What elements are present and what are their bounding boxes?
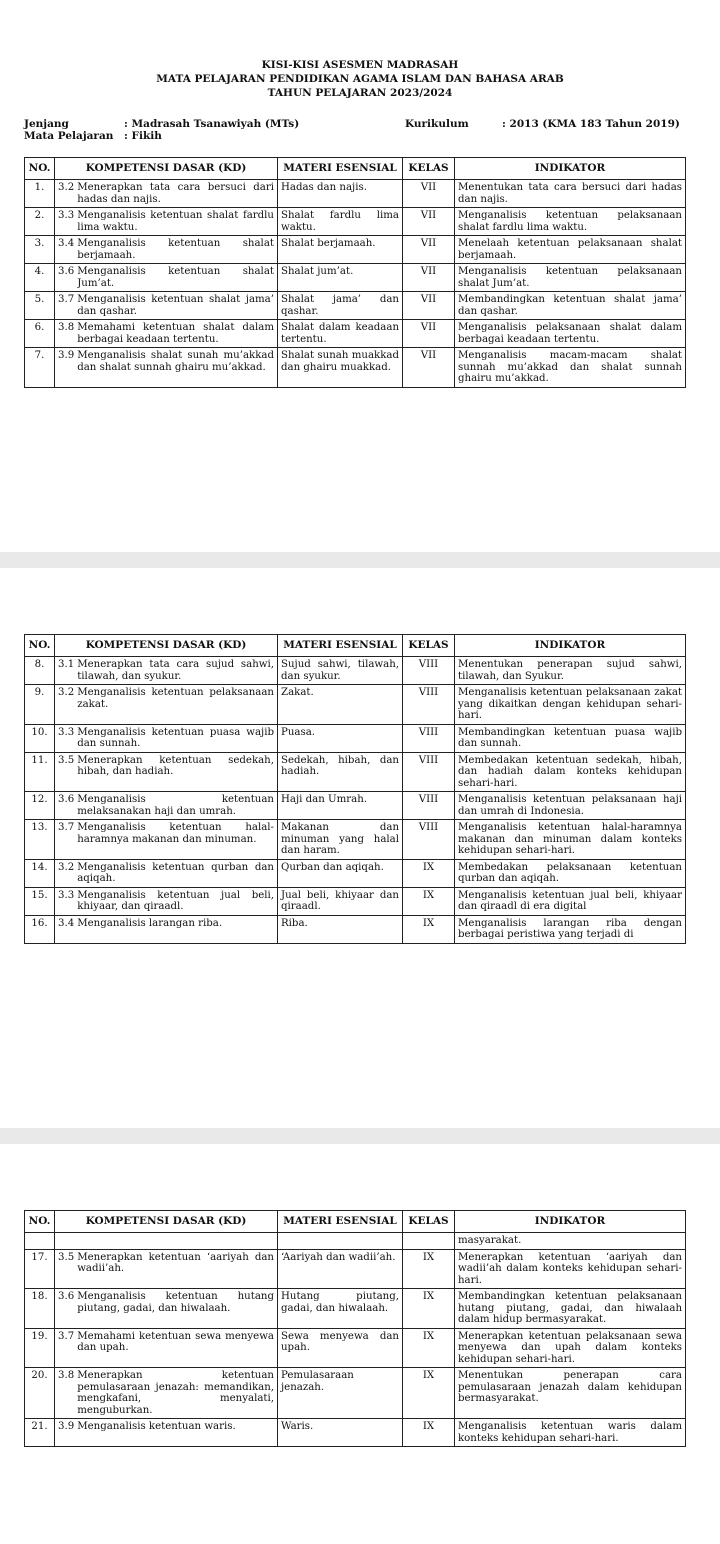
kd-number: 3.7 — [58, 294, 75, 305]
cell-kelas: IX — [403, 859, 455, 887]
cell-no: 5. — [25, 292, 55, 320]
cell-materi: Shalat fardlu lima waktu. — [278, 208, 403, 236]
cell-kd — [55, 820, 278, 860]
cell-kd — [55, 320, 278, 348]
cell-indikator: Menganalisis macam-macam shalat sunnah mu’akkad dan shalat sunnah ghairu mu’akkad. — [455, 348, 686, 388]
cell-indikator: Menganalisis larangan riba dengan berbagai peristiwa yang terjadi di — [455, 915, 686, 943]
cell-kd — [55, 657, 278, 685]
cell-indikator: Menganalisis ketentuan jual beli, khiyaar dan qiraadl di era digital — [455, 887, 686, 915]
header-no: NO. — [25, 158, 55, 180]
cell-indikator: Menerapkan ketentuan ‘aariyah dan wadii’ah dalam konteks kehidupan sehari-hari. — [455, 1249, 686, 1289]
kd-number: 3.3 — [58, 210, 75, 221]
cell-materi: Shalat jama’ dan qashar. — [278, 292, 403, 320]
table-row — [25, 348, 686, 388]
cell-kelas: VII — [403, 292, 455, 320]
cell-kd — [55, 264, 278, 292]
table-row — [25, 657, 686, 685]
document-header — [0, 58, 720, 100]
kisi-table-part-3 — [24, 1210, 686, 1447]
table-row — [25, 887, 686, 915]
kd-number: 3.7 — [58, 822, 75, 833]
kd-text: Menganalisis ketentuan jual beli, khiyaar, dan qiraadl. — [77, 889, 274, 912]
cell-kd — [55, 292, 278, 320]
mapel-value: : Fikih — [124, 130, 162, 142]
cell-indikator: Membedakan pelaksanaan ketentuan qurban dan aqiqah. — [455, 859, 686, 887]
cell-materi: Makanan dan minuman yang halal dan haram. — [278, 820, 403, 860]
cell-indikator: Menganalisis ketentuan pelaksanaan haji dan umrah di Indonesia. — [455, 792, 686, 820]
cell-kd — [55, 792, 278, 820]
cell-no: 10. — [25, 724, 55, 752]
cell-materi: Haji dan Umrah. — [278, 792, 403, 820]
table-row — [25, 820, 686, 860]
cell-kelas: VIII — [403, 792, 455, 820]
kd-number: 3.7 — [58, 1330, 75, 1342]
table-row — [25, 724, 686, 752]
cell-indikator: Membandingkan ketentuan puasa wajib dan sunnah. — [455, 724, 686, 752]
table-row — [25, 236, 686, 264]
kd-number: 3.6 — [58, 794, 75, 805]
cell-indikator: Menganalisis pelaksanaan shalat dalam berbagai keadaan tertentu. — [455, 320, 686, 348]
document-page-3 — [0, 1144, 720, 1544]
cell-no: 9. — [25, 685, 55, 725]
cell-kd — [55, 685, 278, 725]
cell-kd — [55, 1419, 278, 1447]
cell-no: 13. — [25, 820, 55, 860]
cell-no: 14. — [25, 859, 55, 887]
kd-text: Menganalisis ketentuan puasa wajib dan sunnah. — [77, 726, 274, 749]
kurikulum-label: Kurikulum — [405, 118, 469, 130]
table-row — [25, 264, 686, 292]
header-kd: KOMPETENSI DASAR (KD) — [55, 635, 278, 657]
cell-materi: Jual beli, khiyaar dan qiraadl. — [278, 887, 403, 915]
cell-indikator: Membandingkan ketentuan shalat jama’ dan qashar. — [455, 292, 686, 320]
header-materi: MATERI ESENSIAL — [278, 158, 403, 180]
cell-kelas: IX — [403, 1419, 455, 1447]
cell-indikator: Menelaah ketentuan pelaksanaan shalat berjamaah. — [455, 236, 686, 264]
cell-materi: Zakat. — [278, 685, 403, 725]
cell-no: 4. — [25, 264, 55, 292]
kd-number: 3.6 — [58, 266, 75, 277]
document-page-1 — [0, 0, 720, 552]
cell-materi: Waris. — [278, 1419, 403, 1447]
cell-indikator: masyarakat. — [455, 1233, 686, 1250]
cell-kelas: VII — [403, 320, 455, 348]
cell-kd — [55, 887, 278, 915]
cell-indikator: Menganalisis ketentuan pelaksanaan shalat fardlu lima waktu. — [455, 208, 686, 236]
table-row — [25, 1368, 686, 1419]
table-row — [25, 792, 686, 820]
jenjang-value: : Madrasah Tsanawiyah (MTs) — [124, 118, 300, 130]
kd-text: Menerapkan ketentuan ‘aariyah dan wadii’ah. — [77, 1251, 274, 1274]
mapel-label: Mata Pelajaran — [24, 130, 114, 142]
cell-kelas — [403, 1233, 455, 1250]
table-body — [25, 180, 686, 388]
kd-text: Menganalisis ketentuan hutang piutang, gadai, dan hiwalaah. — [77, 1291, 274, 1314]
cell-kelas: VIII — [403, 820, 455, 860]
cell-materi — [278, 1233, 403, 1250]
cell-kd — [55, 1328, 278, 1368]
cell-no: 11. — [25, 752, 55, 792]
kd-text: Menerapkan ketentuan sedekah, hibah, dan hadiah. — [77, 754, 274, 777]
cell-materi: Shalat jum’at. — [278, 264, 403, 292]
table-row — [25, 915, 686, 943]
cell-materi: Hadas dan najis. — [278, 180, 403, 208]
kd-number: 3.2 — [58, 687, 75, 698]
kd-number: 3.6 — [58, 1291, 75, 1302]
kd-number: 3.3 — [58, 889, 75, 901]
cell-indikator: Menganalisis ketentuan pelaksanaan shalat Jum’at. — [455, 264, 686, 292]
kd-text: Menganalisis ketentuan shalat Jum’at. — [77, 266, 274, 289]
kd-text: Menganalisis ketentuan shalat fardlu lima waktu. — [77, 210, 274, 233]
kd-number: 3.5 — [58, 1251, 75, 1263]
kisi-table-part-1 — [24, 157, 686, 388]
cell-kelas: VIII — [403, 685, 455, 725]
cell-kd — [55, 752, 278, 792]
cell-materi: Riba. — [278, 915, 403, 943]
cell-kd — [55, 1233, 278, 1250]
page-separator — [0, 552, 720, 568]
cell-kelas: IX — [403, 887, 455, 915]
kd-number: 3.5 — [58, 754, 75, 766]
document-year-line: TAHUN PELAJARAN 2023/2024 — [267, 87, 453, 99]
cell-materi: Pemulasaraan jenazah. — [278, 1368, 403, 1419]
cell-indikator: Menentukan penerapan sujud sahwi, tilawah, dan Syukur. — [455, 657, 686, 685]
table-header-row — [25, 1211, 686, 1233]
cell-kd — [55, 1289, 278, 1329]
kisi-table-part-2 — [24, 634, 686, 944]
kd-text: Menerapkan tata cara sujud sahwi, tilawah, dan syukur. — [77, 659, 274, 682]
cell-kelas: VIII — [403, 657, 455, 685]
header-kelas: KELAS — [403, 1211, 455, 1233]
kd-text: Menganalisis ketentuan halal-haramnya makanan dan minuman. — [77, 822, 274, 845]
cell-kelas: VII — [403, 236, 455, 264]
cell-kelas: IX — [403, 1249, 455, 1289]
cell-indikator: Membandingkan ketentuan pelaksanaan hutang piutang, gadai, dan hiwalaah dalam hidup bermasyarakat. — [455, 1289, 686, 1329]
kd-number: 3.9 — [58, 350, 75, 361]
cell-kelas: VII — [403, 348, 455, 388]
cell-no: 6. — [25, 320, 55, 348]
cell-no: 1. — [25, 180, 55, 208]
cell-materi: Shalat berjamaah. — [278, 236, 403, 264]
cell-no: 3. — [25, 236, 55, 264]
kd-text: Menganalisis ketentuan shalat jama’ dan qashar. — [77, 294, 274, 317]
cell-kelas: VII — [403, 208, 455, 236]
kd-text: Menerapkan tata cara bersuci dari hadas dan najis. — [77, 182, 274, 205]
cell-materi: ‘Aariyah dan wadii’ah. — [278, 1249, 403, 1289]
table-row — [25, 180, 686, 208]
cell-materi: Sujud sahwi, tilawah, dan syukur. — [278, 657, 403, 685]
kd-number: 3.4 — [58, 238, 75, 249]
document-title: KISI-KISI ASESMEN MADRASAH — [261, 59, 459, 71]
cell-indikator: Menentukan penerapan cara pemulasaraan jenazah dalam kehidupan bermasyarakat. — [455, 1368, 686, 1419]
cell-no: 21. — [25, 1419, 55, 1447]
header-materi: MATERI ESENSIAL — [278, 1211, 403, 1233]
table-row — [25, 208, 686, 236]
table-header-row — [25, 635, 686, 657]
page-separator — [0, 1128, 720, 1144]
cell-no: 8. — [25, 657, 55, 685]
header-indikator: INDIKATOR — [455, 158, 686, 180]
cell-no — [25, 1233, 55, 1250]
cell-kelas: VIII — [403, 752, 455, 792]
kd-number: 3.3 — [58, 726, 75, 738]
kd-text: Menganalisis ketentuan waris. — [77, 1421, 236, 1432]
kd-text: Memahami ketentuan sewa menyewa dan upah. — [77, 1330, 274, 1353]
kd-text: Menganalisis ketentuan pelaksanaan zakat. — [77, 687, 274, 710]
header-kd: KOMPETENSI DASAR (KD) — [55, 158, 278, 180]
cell-kd — [55, 348, 278, 388]
cell-indikator: Menganalisis ketentuan halal-haramnya makanan dan minuman dalam konteks kehidupan sehari-hari. — [455, 820, 686, 860]
cell-kd — [55, 1368, 278, 1419]
header-no: NO. — [25, 635, 55, 657]
kd-number: 3.8 — [58, 322, 75, 333]
cell-materi: Sewa menyewa dan upah. — [278, 1328, 403, 1368]
table-body — [25, 1233, 686, 1447]
cell-kelas: IX — [403, 1328, 455, 1368]
cell-no: 7. — [25, 348, 55, 388]
cell-kelas: VII — [403, 264, 455, 292]
cell-indikator: Menganalisis ketentuan waris dalam konteks kehidupan sehari-hari. — [455, 1419, 686, 1447]
cell-kd — [55, 915, 278, 943]
kd-number: 3.2 — [58, 861, 75, 873]
cell-indikator: Menerapkan ketentuan pelaksanaan sewa menyewa dan upah dalam konteks kehidupan sehari-hari. — [455, 1328, 686, 1368]
cell-kd — [55, 180, 278, 208]
cell-materi: Shalat dalam keadaan tertentu. — [278, 320, 403, 348]
kurikulum-value: : 2013 (KMA 183 Tahun 2019) — [502, 118, 680, 130]
cell-kd — [55, 208, 278, 236]
document-subject-line: MATA PELAJARAN PENDIDIKAN AGAMA ISLAM DAN BAHASA ARAB — [156, 73, 564, 85]
kd-text: Menganalisis ketentuan melaksanakan haji dan umrah. — [77, 794, 274, 817]
header-indikator: INDIKATOR — [455, 1211, 686, 1233]
table-row — [25, 320, 686, 348]
table-row — [25, 752, 686, 792]
kd-text: Memahami ketentuan shalat dalam berbagai keadaan tertentu. — [77, 322, 274, 345]
kd-number: 3.9 — [58, 1421, 75, 1432]
kd-number: 3.4 — [58, 917, 75, 929]
cell-no: 15. — [25, 887, 55, 915]
cell-no: 19. — [25, 1328, 55, 1368]
cell-kelas: VIII — [403, 724, 455, 752]
table-header-row — [25, 158, 686, 180]
cell-no: 17. — [25, 1249, 55, 1289]
table-row — [25, 685, 686, 725]
header-kelas: KELAS — [403, 158, 455, 180]
cell-materi: Puasa. — [278, 724, 403, 752]
cell-no: 2. — [25, 208, 55, 236]
cell-no: 18. — [25, 1289, 55, 1329]
table-row — [25, 1419, 686, 1447]
cell-kelas: IX — [403, 1368, 455, 1419]
cell-materi: Sedekah, hibah, dan hadiah. — [278, 752, 403, 792]
cell-no: 16. — [25, 915, 55, 943]
cell-kelas: VII — [403, 180, 455, 208]
table-row — [25, 859, 686, 887]
cell-kd — [55, 859, 278, 887]
kd-text: Menganalisis ketentuan shalat berjamaah. — [77, 238, 274, 261]
cell-kelas: IX — [403, 1289, 455, 1329]
kd-number: 3.2 — [58, 182, 75, 193]
table-row — [25, 1233, 686, 1250]
header-materi: MATERI ESENSIAL — [278, 635, 403, 657]
kd-number: 3.1 — [58, 659, 75, 670]
cell-kelas: IX — [403, 915, 455, 943]
cell-indikator: Menganalisis ketentuan pelaksanaan zakat yang dikaitkan dengan kehidupan sehari-hari. — [455, 685, 686, 725]
kd-text: Menganalisis larangan riba. — [77, 917, 223, 929]
cell-no: 20. — [25, 1368, 55, 1419]
table-row — [25, 1328, 686, 1368]
cell-materi: Qurban dan aqiqah. — [278, 859, 403, 887]
header-kelas: KELAS — [403, 635, 455, 657]
table-row — [25, 292, 686, 320]
cell-no: 12. — [25, 792, 55, 820]
cell-kd — [55, 724, 278, 752]
kd-text: Menerapkan ketentuan pemulasaraan jenazah: memandikan, mengkafani, menyalati, menguburkan. — [77, 1370, 274, 1416]
kd-number: 3.8 — [58, 1370, 75, 1381]
jenjang-label: Jenjang — [24, 118, 69, 130]
cell-indikator: Membedakan ketentuan sedekah, hibah, dan hadiah dalam konteks kehidupan sehari-hari. — [455, 752, 686, 792]
table-body — [25, 657, 686, 944]
cell-materi: Hutang piutang, gadai, dan hiwalaah. — [278, 1289, 403, 1329]
table-row — [25, 1289, 686, 1329]
header-kd: KOMPETENSI DASAR (KD) — [55, 1211, 278, 1233]
kd-text: Menganalisis shalat sunah mu’akkad dan shalat sunnah ghairu mu’akkad. — [77, 350, 274, 373]
cell-materi: Shalat sunah muakkad dan ghairu muakkad. — [278, 348, 403, 388]
header-no: NO. — [25, 1211, 55, 1233]
kd-text: Menganalisis ketentuan qurban dan aqiqah. — [77, 861, 274, 884]
table-row — [25, 1249, 686, 1289]
cell-kd — [55, 1249, 278, 1289]
document-page-2 — [0, 568, 720, 1128]
cell-indikator: Menentukan tata cara bersuci dari hadas dan najis. — [455, 180, 686, 208]
header-indikator: INDIKATOR — [455, 635, 686, 657]
cell-kd — [55, 236, 278, 264]
